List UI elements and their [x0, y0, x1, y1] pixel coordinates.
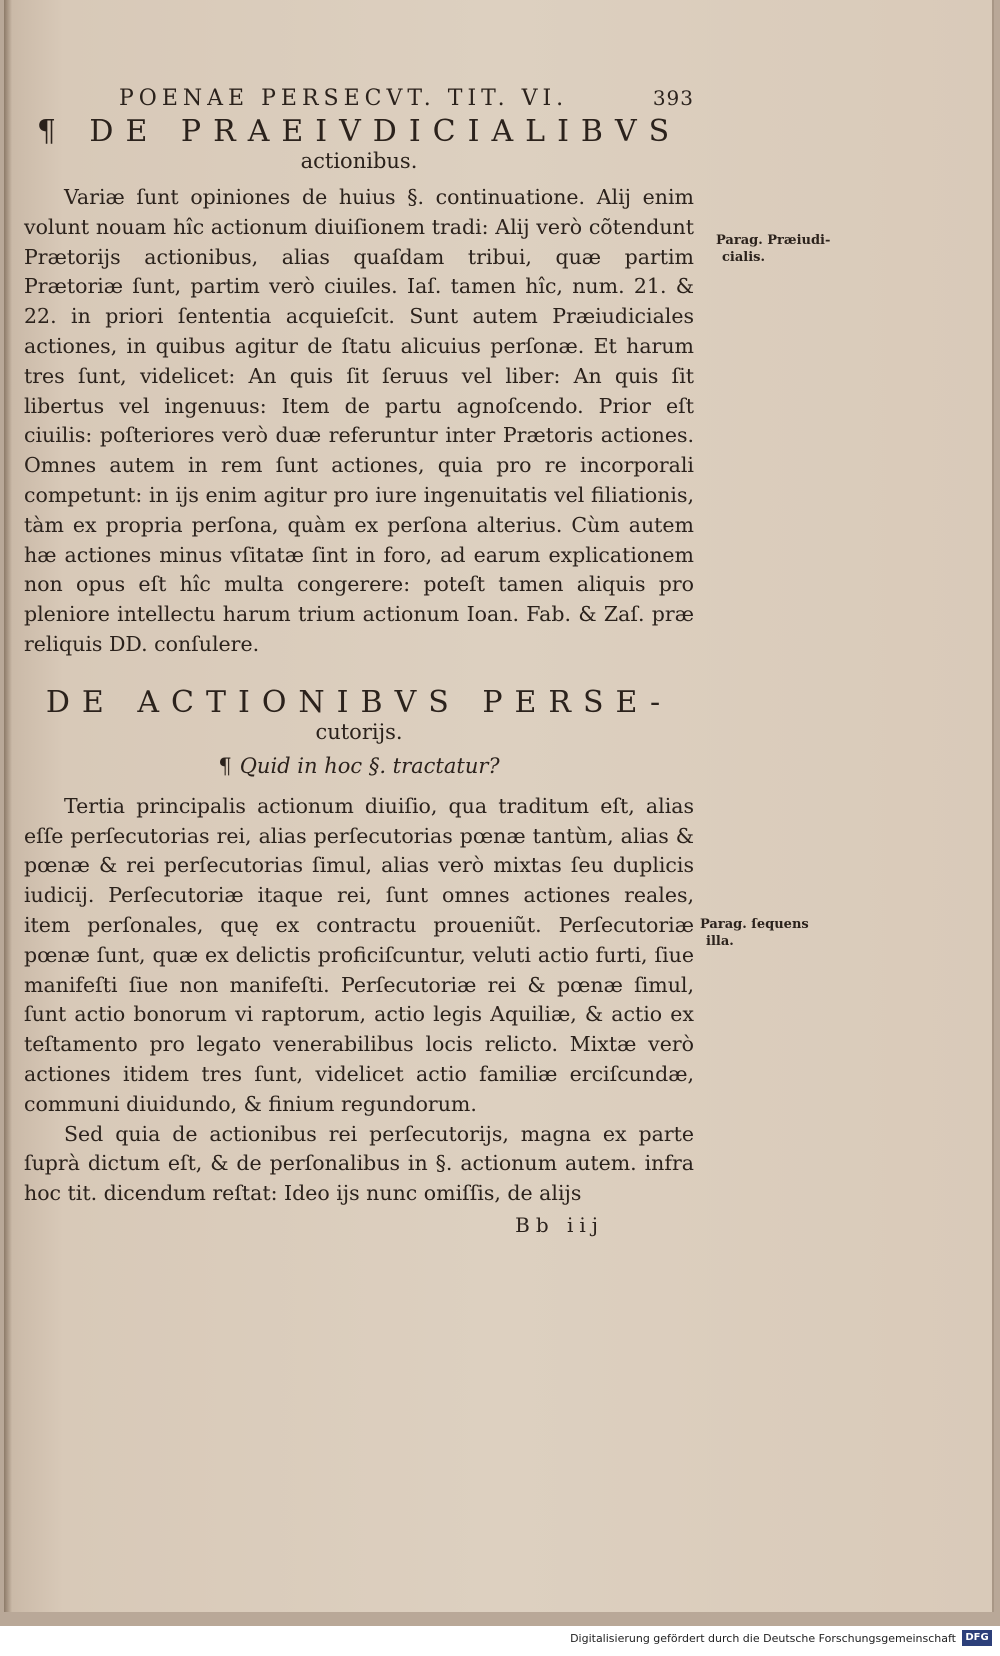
section-heading-persecutoriis-cont: cutorijs.: [315, 719, 403, 744]
paragraph-sed-quia: Sed quia de actionibus rei perſecutorijs, magna ex parte ſuprà dictum eſt, & de perſonalibus in §. actionum autem. infra hoc tit. dicendum reſtat: Ideo ijs nunc omiſſis, de alijs: [24, 1121, 694, 1206]
margin-note-praeiudicialis: [716, 232, 866, 266]
question-heading: [24, 754, 694, 778]
pilcrow-icon: ¶: [218, 753, 232, 778]
margin-note-line: Parag. Præiudi-: [716, 233, 831, 248]
signature-mark: Bb iij: [515, 1212, 604, 1237]
section-heading-persecutoriis: DE ACTIONIBVS PERSE-: [45, 684, 673, 720]
question-text: Quid in hoc §. tractatur?: [239, 753, 500, 778]
text-block: [24, 86, 694, 1237]
gutter-shadow: [4, 0, 12, 1612]
paragraph-tertia: Tertia principalis actionum diuiſio, qua traditum eſt, alias eſſe perſecutorias rei, alias perſecutorias pœnæ tantùm, alias & pœnæ & rei perſecutorias ſimul, alias verò mixtas ſeu duplicis iudicij. Perſecutoriæ itaque rei, ſunt omnes actiones reales, item perſonales, quę ex contractu proueniũt. Perſecutoriæ pœnæ ſunt, quæ ex delictis proficiſcuntur, veluti actio furti, ſiue manifeſti ſiue non manifeſti. Perſecutoriæ rei & pœnæ ſimul, ſunt actio bonorum vi raptorum, actio legis Aquiliæ, & actio ex teſtamento pro legato venerabilibus locis relicto. Mixtæ verò actiones itidem tres ſunt, videlicet actio familiæ erciſcundæ, communi diuidundo, & finium regundorum.: [24, 793, 694, 1116]
margin-note-line: illa.: [706, 934, 734, 949]
footer-credit: Digitalisierung gefördert durch die Deutsche Forschungsgemeinschaft: [570, 1632, 956, 1645]
margin-note-line: Parag. ſequens: [700, 917, 809, 932]
dfg-logo-icon: DFG: [962, 1630, 992, 1646]
section-heading-praeiudicialibus: ¶ DE PRAEIVDICIALIBVS: [36, 114, 682, 149]
margin-note-line: cialis.: [722, 250, 765, 265]
section-heading-praeiudicialibus-cont: actionibus.: [300, 149, 418, 173]
digitization-footer: [0, 1626, 1000, 1656]
running-head-title: POENAE PERSECVT. TIT. VI.: [119, 86, 569, 111]
margin-note-sequens: [700, 916, 850, 950]
running-head: [119, 86, 694, 111]
book-page: [4, 0, 994, 1612]
page-number: 393: [652, 86, 694, 110]
paragraph-praeiudicialibus: Variæ ſunt opiniones de huius §. continuatione. Alij enim volunt nouam hîc actionum diuiſionem tradi: Alij verò cõtendunt Prætorijs actionibus, alias quaſdam tribui, quæ partim Prætoriæ ſunt, partim verò ciuiles. Iaſ. tamen hîc, num. 21. & 22. in priori ſententia acquieſcit. Sunt autem Præiudiciales actiones, in quibus agitur de ſtatu alicuius perſonæ. Et harum tres ſunt, videlicet: An quis ſit ſeruus vel liber: An quis ſit libertus vel ingenuus: Item de partu agnoſcendo. Prior eſt ciuilis: poſteriores verò duæ referuntur inter Prætoris actiones. Omnes autem in rem ſunt actiones, quia pro re incorporali competunt: in ijs enim agitur pro iure ingenuitatis vel filiationis, tàm ex propria perſona, quàm ex perſona alterius. Cùm autem hæ actiones minus vſitatæ ſint in foro, ad earum explicationem non opus eſt hîc multa congerere: poteſt tamen aliquis pro pleniore intellectu harum trium actionum Ioan. Fab. & Zaſ. præ reliquis DD. conſulere.: [24, 185, 694, 656]
